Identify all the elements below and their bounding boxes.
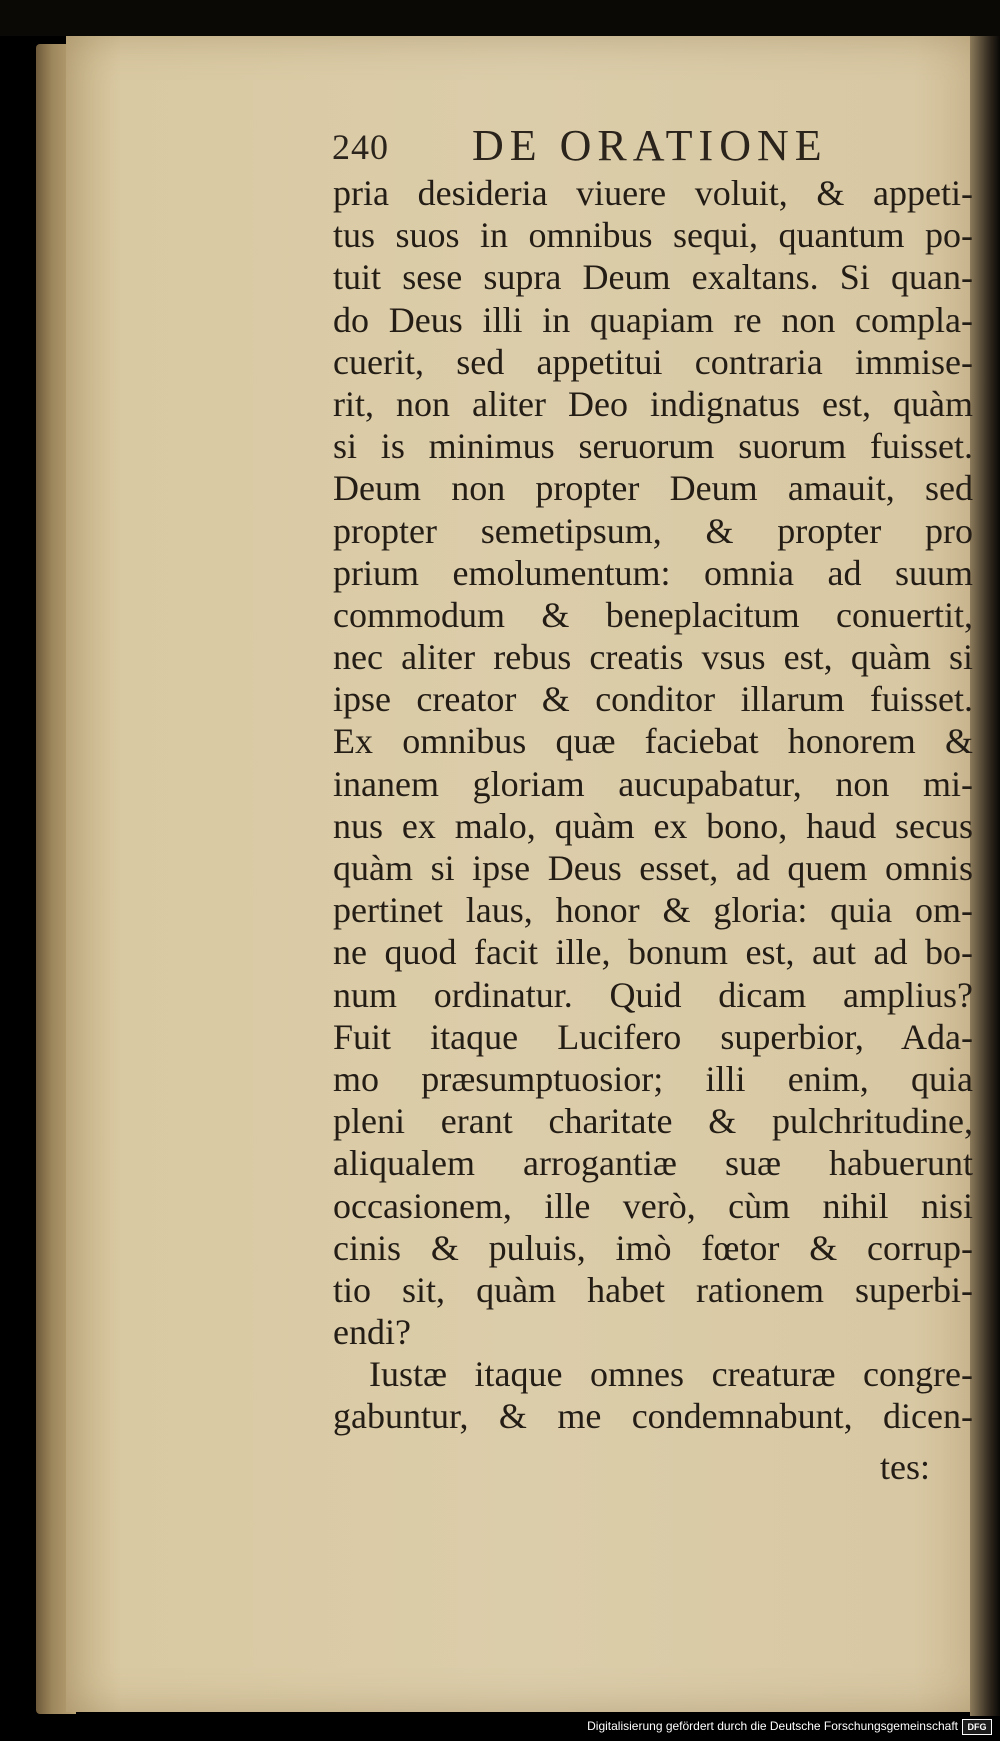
- text-line: occasionem, ille verò, cùm nihil nisi: [333, 1185, 973, 1226]
- text-line: aliqualem arrogantiæ suæ habuerunt: [333, 1143, 973, 1184]
- footer-bar: [0, 1716, 1000, 1741]
- catchword: tes:: [880, 1447, 930, 1487]
- text-line: tio sit, quàm habet rationem superbi-: [333, 1269, 973, 1310]
- text-line: gabuntur, & me condemnabunt, dicen-: [333, 1396, 973, 1437]
- text-line: pleni erant charitate & pulchritudine,: [333, 1101, 973, 1142]
- text-line: pria desideria viuere voluit, & appeti-: [333, 173, 973, 213]
- text-line: ipse creator & conditor illarum fuisset.: [333, 679, 973, 720]
- text-line: inanem gloriam aucupabatur, non mi-: [333, 763, 973, 804]
- text-line: Deum non propter Deum amauit, sed: [333, 468, 973, 509]
- text-line: propter semetipsum, & propter pro: [333, 510, 973, 551]
- text-line: ne quod facit ille, bonum est, aut ad bo-: [333, 932, 973, 973]
- text-line: mo præsumptuosior; illi enim, quia: [333, 1058, 973, 1099]
- text-line: num ordinatur. Quid dicam amplius?: [333, 974, 973, 1015]
- scan-background-top: [0, 0, 1000, 36]
- text-line: prium emolumentum: omnia ad suum: [333, 552, 973, 593]
- text-line: do Deus illi in quapiam re non compla-: [333, 299, 973, 340]
- text-line: Ex omnibus quæ faciebat honorem &: [333, 721, 973, 762]
- digitization-credit: Digitalisierung gefördert durch die Deutsche Forschungsgemeinschaft: [587, 1719, 958, 1733]
- text-line: Fuit itaque Lucifero superbior, Ada-: [333, 1016, 973, 1057]
- page-gutter-right: [970, 36, 1000, 1716]
- body-text: [333, 172, 973, 1438]
- text-line: rit, non aliter Deo indignatus est, quàm: [333, 383, 973, 424]
- text-line: nus ex malo, quàm ex bono, haud secus: [333, 805, 973, 846]
- text-line: quàm si ipse Deus esset, ad quem omnis: [333, 848, 973, 888]
- text-line: nec aliter rebus creatis vsus est, quàm si: [333, 637, 973, 678]
- text-line: commodum & beneplacitum conuertit,: [333, 594, 973, 635]
- text-line: tuit sese supra Deum exaltans. Si quan-: [333, 257, 973, 298]
- text-line: cuerit, sed appetitui contraria immise-: [333, 341, 973, 382]
- text-line: cinis & puluis, imò fœtor & corrup-: [333, 1227, 973, 1268]
- text-line: pertinet laus, honor & gloria: quia om-: [333, 890, 973, 931]
- paragraph-start-line: Iustæ itaque omnes creaturæ congre-: [369, 1354, 973, 1395]
- page-header: [332, 120, 892, 172]
- text-line: endi?: [333, 1312, 411, 1353]
- text-line: tus suos in omnibus sequi, quantum po-: [333, 215, 973, 256]
- text-line: si is minimus seruorum suorum fuisset.: [333, 426, 973, 467]
- running-head: DE ORATIONE: [472, 121, 828, 170]
- dfg-logo-icon: DFG: [962, 1719, 992, 1735]
- page-number: 240: [332, 127, 389, 167]
